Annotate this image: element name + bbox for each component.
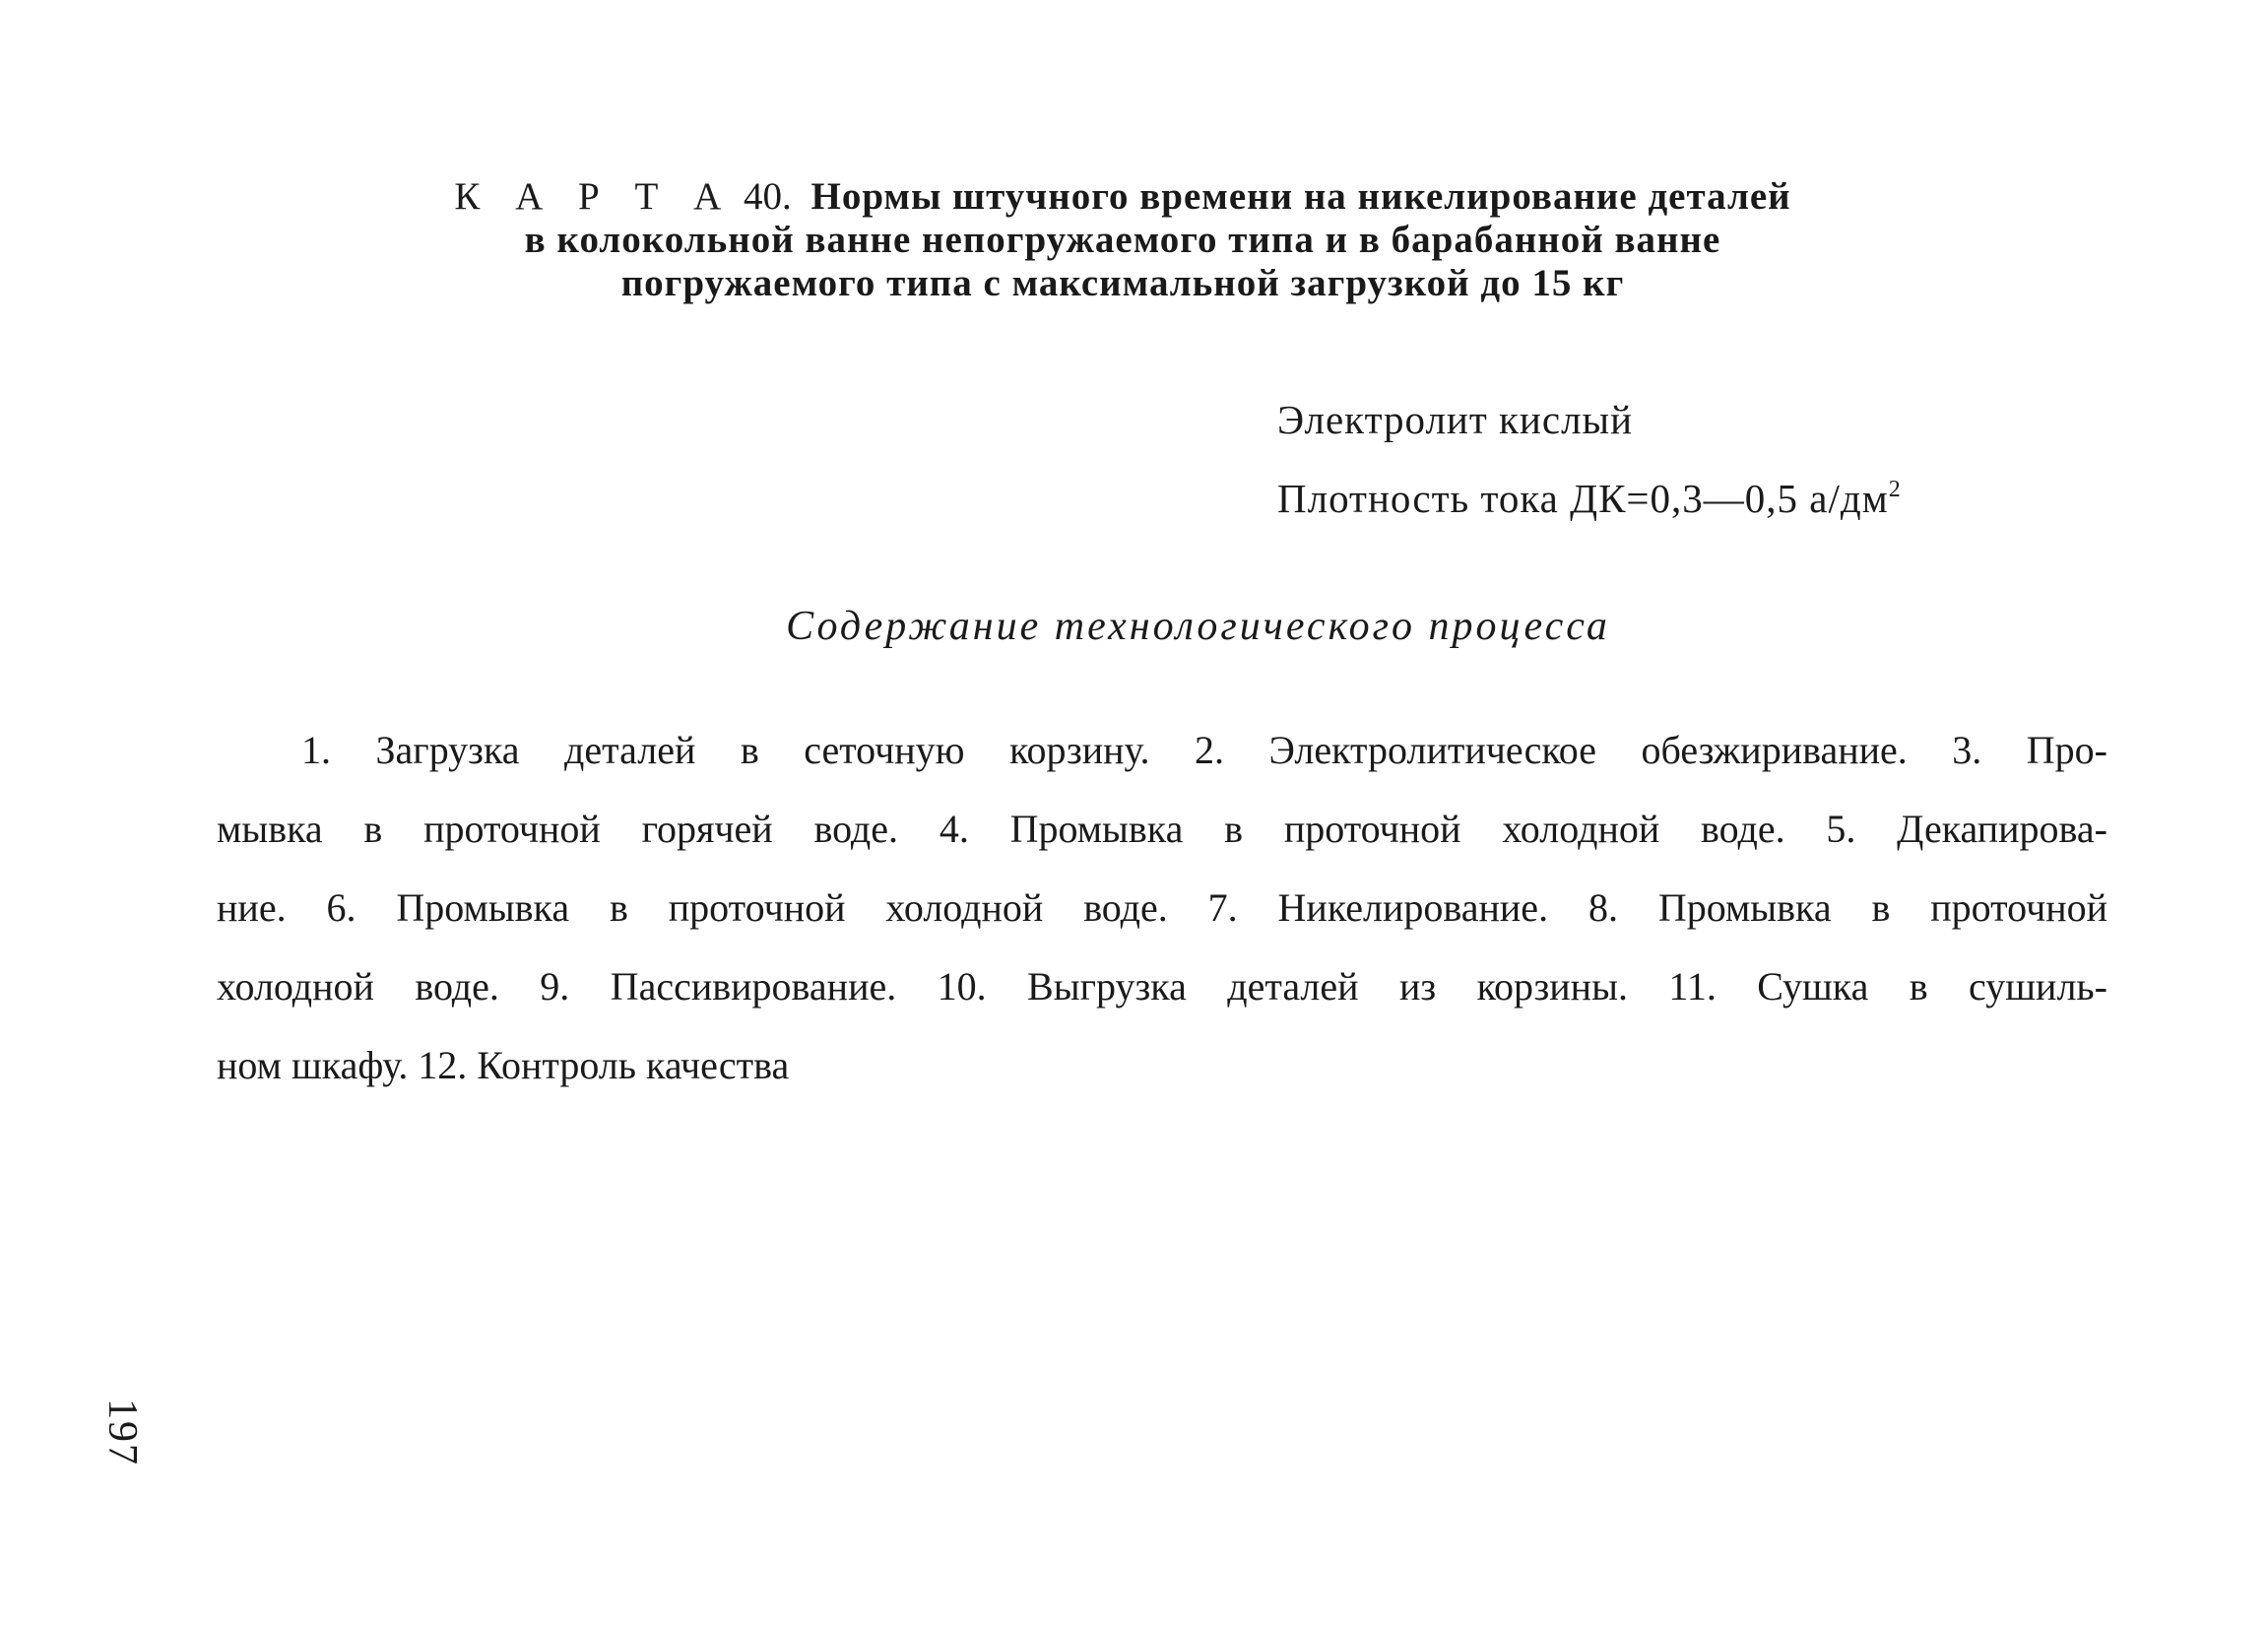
process-description [217,711,2107,1105]
electrolyte-type: Электролит кислый [1277,397,1634,442]
section-heading: Содержание технологического процесса [786,604,1610,649]
process-parameters [1277,380,1902,538]
card-label: К А Р Т А [454,175,735,218]
card-title [295,175,1950,305]
card-title-line-2: в колокольной ванне непогружаемого типа и в барабанной ванне [524,219,1721,261]
card-title-line-1 [295,175,1950,219]
card-title-text-1: Нормы штучного времени на никелирование деталей [810,175,1791,218]
page-number: 197 [99,1399,145,1466]
current-density-exponent: 2 [1888,477,1902,502]
process-line-2: мывка в проточной горячей воде. 4. Промывка в проточной холодной воде. 5. Декапирова- [217,807,2107,851]
card-title-line-3: погружаемого типа с максимальной загрузкой до 15 кг [620,262,1625,304]
process-line-4: холодной воде. 9. Пассивирование. 10. Выгрузка деталей из корзины. 11. Сушка в сушиль- [217,964,2107,1009]
process-line-5: ном шкафу. 12. Контроль качества [217,1043,790,1087]
current-density-text: Плотность тока ДК=0,3—0,5 а/дм [1277,476,1889,521]
card-number: 40. [743,175,792,218]
process-line-3: ние. 6. Промывка в проточной холодной воде. 7. Никелирование. 8. Промывка в проточной [217,885,2107,930]
current-density [1277,459,1902,538]
process-line-1: 1. Загрузка деталей в сеточную корзину. 2. Электролитическое обезжиривание. 3. Про- [301,728,2107,772]
